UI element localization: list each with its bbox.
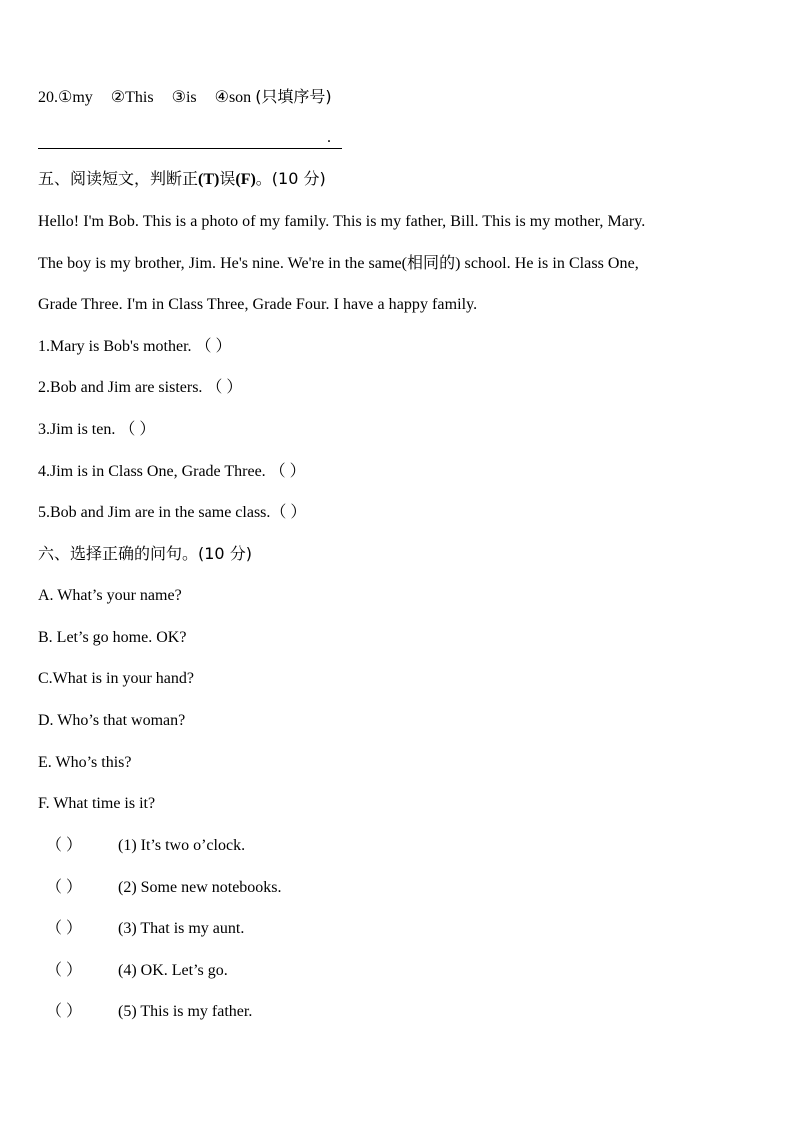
section-5-heading-suffix: 。(10 分): [255, 169, 326, 188]
option-1: ①my: [58, 89, 93, 106]
tf-question-1[interactable]: 1.Mary is Bob's mother. （ ）: [38, 338, 232, 355]
option-e: E. Who’s this?: [38, 754, 132, 771]
tf-question-3[interactable]: 3.Jim is ten. （ ）: [38, 421, 156, 438]
passage-line-2: The boy is my brother, Jim. He's nine. We're in the same(相同的) school. He is in Class One,: [38, 255, 639, 272]
tf-question-5[interactable]: 5.Bob and Jim are in the same class.（ ）: [38, 504, 307, 521]
tf-question-4[interactable]: 4.Jim is in Class One, Grade Three. （ ）: [38, 463, 306, 480]
answer-blank-4[interactable]: （ ）: [46, 962, 83, 979]
section-5-heading-f: (F): [235, 171, 256, 188]
option-a: A. What’s your name?: [38, 587, 182, 604]
section-5-heading-t: (T): [198, 171, 220, 188]
answer-row-2: [46, 878, 282, 898]
question-20: [38, 87, 350, 108]
question-20-hint: (只填序号): [255, 87, 332, 106]
passage-line-1: Hello! I'm Bob. This is a photo of my family. This is my father, Bill. This is my mother, Mary.: [38, 213, 646, 230]
option-2: ②This: [110, 89, 154, 106]
answer-line-period: .: [327, 129, 331, 146]
section-6-heading: 六、选择正确的问句。(10 分): [38, 544, 252, 563]
passage-line-3: Grade Three. I'm in Class Three, Grade Four. I have a happy family.: [38, 296, 478, 313]
answer-blank-5[interactable]: （ ）: [46, 1003, 83, 1020]
option-f: F. What time is it?: [38, 795, 156, 812]
answer-blank-2[interactable]: （ ）: [46, 879, 83, 896]
answer-text-1: (1) It’s two o’clock.: [118, 837, 246, 854]
answer-row-3: [46, 919, 244, 939]
answer-text-5: (5) This is my father.: [118, 1003, 253, 1020]
option-d: D. Who’s that woman?: [38, 712, 186, 729]
answer-text-2: (2) Some new notebooks.: [118, 879, 282, 896]
answer-text-3: (3) That is my aunt.: [118, 920, 245, 937]
answer-row-4: [46, 961, 228, 981]
answer-row-5: [46, 1002, 252, 1022]
answer-blank-3[interactable]: （ ）: [46, 920, 83, 937]
section-5-heading: [38, 169, 326, 190]
answer-blank-1[interactable]: （ ）: [46, 837, 83, 854]
answer-text-4: (4) OK. Let’s go.: [118, 962, 228, 979]
section-5-heading-prefix: 五、阅读短文，判断正: [38, 169, 199, 188]
option-c: C.What is in your hand?: [38, 670, 194, 687]
option-4: ④son: [214, 89, 252, 106]
section-5-heading-mid: 误: [219, 169, 236, 188]
question-20-number: 20.: [38, 89, 58, 106]
answer-line[interactable]: [38, 128, 342, 149]
option-b: B. Let’s go home. OK?: [38, 629, 187, 646]
option-3: ③is: [171, 89, 197, 106]
answer-row-1: [46, 836, 245, 856]
tf-question-2[interactable]: 2.Bob and Jim are sisters. （ ）: [38, 379, 243, 396]
